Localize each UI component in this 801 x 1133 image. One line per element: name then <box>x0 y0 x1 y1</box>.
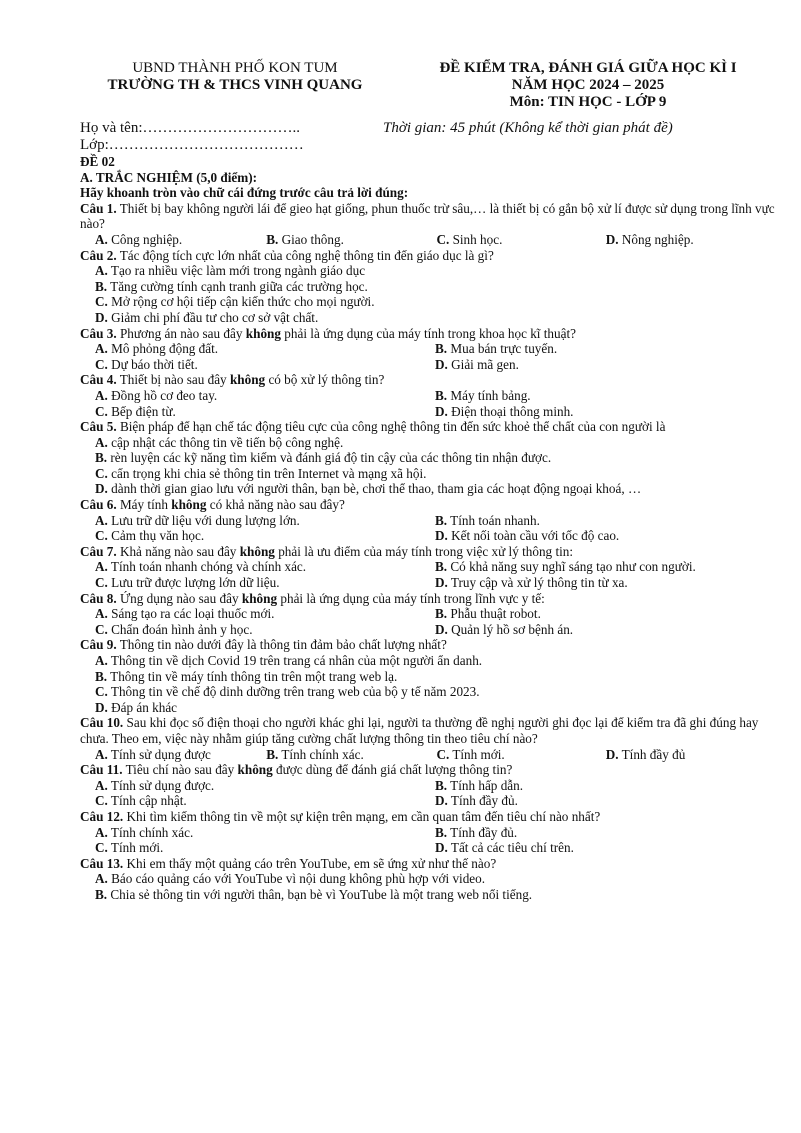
option-text: Tất cả các tiêu chí trên. <box>447 840 574 856</box>
answer-option[interactable] <box>95 341 435 357</box>
option-row <box>80 622 775 638</box>
section-instruction: Hãy khoanh tròn vào chữ cái đứng trước câu trả lời đúng: <box>80 185 409 201</box>
option-text: Dự báo thời tiết. <box>107 356 198 372</box>
answer-option[interactable] <box>95 669 397 685</box>
question-4 <box>80 372 775 388</box>
exam-title: ĐỀ KIỂM TRA, ĐÁNH GIÁ GIỮA HỌC KÌ I <box>439 60 737 76</box>
option-row <box>80 778 775 794</box>
answer-option[interactable] <box>435 528 775 544</box>
question-pre: Phương án nào sau đây <box>116 325 246 341</box>
question-bold: không <box>241 590 278 606</box>
option-letter: B. <box>435 559 448 575</box>
question-12 <box>80 809 775 825</box>
answer-option[interactable] <box>435 388 775 404</box>
option-letter: A. <box>95 653 108 668</box>
option-text: Cảm thụ văn học. <box>107 528 205 544</box>
option-text: Giải mã gen. <box>447 356 519 372</box>
option-letter: B. <box>95 668 108 684</box>
option-text: Tính đầy đủ. <box>447 793 518 809</box>
question-num: Câu 5. <box>80 419 117 435</box>
answer-option[interactable] <box>95 747 266 763</box>
option-row <box>80 700 775 716</box>
option-letter: C. <box>95 356 108 372</box>
option-text: Tính toán nhanh. <box>447 512 540 528</box>
question-post: phải là ứng dụng của máy tính trong khoa học kĩ thuật? <box>280 325 576 341</box>
question-num: Câu 6. <box>80 497 117 513</box>
answer-option[interactable] <box>95 778 435 794</box>
exam-title-block <box>398 60 778 111</box>
option-row <box>80 887 775 903</box>
answer-option[interactable] <box>95 887 532 903</box>
option-letter: D. <box>435 840 448 856</box>
option-letter: B. <box>95 278 108 294</box>
option-letter: C. <box>95 294 108 310</box>
option-text: dành thời gian giao lưu với người thân, bạn bè, chơi thể thao, tham gia các hoạt động ngoại khoá, … <box>107 481 642 497</box>
option-letter: B. <box>435 606 448 622</box>
answer-option[interactable] <box>95 232 266 248</box>
option-text: Lưu trữ dữ liệu với dung lượng lớn. <box>107 512 300 528</box>
option-letter: B. <box>95 886 108 902</box>
option-letter: C. <box>95 575 108 591</box>
student-class-line: Lớp:………………………………… <box>80 137 304 153</box>
answer-option[interactable] <box>95 575 435 591</box>
option-text: Tính sử dụng được. <box>107 777 215 793</box>
question-6 <box>80 497 775 513</box>
option-row <box>80 559 775 575</box>
option-letter: D. <box>435 356 448 372</box>
question-10 <box>80 715 775 746</box>
option-text: Mô phỏng động đất. <box>107 341 219 357</box>
option-row <box>80 528 775 544</box>
question-7 <box>80 544 775 560</box>
option-letter: D. <box>435 528 448 544</box>
option-letter: D. <box>435 575 448 591</box>
option-row <box>80 404 775 420</box>
option-row <box>80 793 775 809</box>
answer-option[interactable] <box>95 404 435 420</box>
answer-option[interactable] <box>95 528 435 544</box>
option-text: Bếp điện từ. <box>107 403 176 419</box>
option-row <box>80 357 775 373</box>
question-11 <box>80 762 775 778</box>
question-post: có khả năng nào sau đây? <box>206 497 345 513</box>
school-block <box>80 60 390 94</box>
question-bold: không <box>245 325 281 341</box>
option-text: Nông nghiệp. <box>618 231 694 247</box>
option-text: Báo cáo quảng cáo với YouTube vì nội dung không phù hợp với video. <box>107 871 486 887</box>
option-text: Tính đầy đủ. <box>447 824 518 840</box>
option-row <box>80 435 775 451</box>
option-row <box>80 310 775 326</box>
answer-option[interactable] <box>435 622 775 638</box>
answer-option[interactable] <box>95 466 426 482</box>
option-letter: A. <box>95 559 108 575</box>
city-committee: UBND THÀNH PHỐ KON TUM <box>132 60 338 76</box>
option-row <box>80 684 775 700</box>
answer-option[interactable] <box>435 840 775 856</box>
option-text: Mua bán trực tuyến. <box>447 341 558 357</box>
question-pre: Ứng dụng nào sau đây <box>116 590 242 606</box>
option-letter: C. <box>95 684 108 700</box>
answer-option[interactable] <box>435 778 775 794</box>
question-2 <box>80 248 775 264</box>
option-letter: A. <box>95 746 108 762</box>
question-pre: Thông tin nào dưới đây là thông tin đảm bảo chất lượng nhất? <box>116 637 447 653</box>
question-pre: Thiết bị nào sau đây <box>116 372 230 388</box>
answer-option[interactable] <box>95 279 368 295</box>
exam-code: ĐỀ 02 <box>80 154 115 169</box>
answer-option[interactable] <box>95 871 485 887</box>
question-3 <box>80 326 775 342</box>
option-text: Phẫu thuật robot. <box>447 606 541 622</box>
option-letter: A. <box>95 341 108 357</box>
option-letter: B. <box>435 824 448 840</box>
question-pre: Khi tìm kiếm thông tin về một sự kiện trên mạng, em cần quan tâm đến tiêu chí nào nhất? <box>123 808 601 824</box>
option-letter: B. <box>435 341 448 357</box>
option-letter: D. <box>95 309 108 325</box>
answer-option[interactable] <box>95 513 435 529</box>
option-text: Máy tính bảng. <box>447 387 531 403</box>
exam-page <box>80 60 775 903</box>
question-num: Câu 2. <box>80 247 117 263</box>
option-text: Tính toán nhanh chóng và chính xác. <box>107 559 307 575</box>
question-num: Câu 7. <box>80 543 117 559</box>
option-letter: D. <box>605 746 619 762</box>
option-text: Giảm chi phí đầu tư cho cơ sở vật chất. <box>107 309 319 325</box>
school-name-text: TRƯỜNG TH & THCS VINH QUANG <box>107 77 363 93</box>
question-bold: không <box>229 372 266 388</box>
option-row <box>80 481 775 497</box>
answer-option[interactable] <box>435 825 775 841</box>
question-9 <box>80 637 775 653</box>
question-bold: không <box>239 543 275 559</box>
answer-option[interactable] <box>95 263 365 279</box>
option-text: Chẩn đoán hình ảnh y học. <box>107 621 253 637</box>
school-year: NĂM HỌC 2024 – 2025 <box>511 77 665 93</box>
option-row <box>80 606 775 622</box>
answer-option[interactable] <box>95 653 482 669</box>
question-post: phải là ưu điểm của máy tính trong việc xử lý thông tin: <box>274 543 574 559</box>
option-row <box>80 575 775 591</box>
option-text: cập nhật các thông tin về tiến bộ công nghệ. <box>107 434 344 450</box>
answer-option[interactable] <box>95 840 435 856</box>
answer-option[interactable] <box>95 294 375 310</box>
option-row <box>80 747 775 763</box>
option-letter: D. <box>435 793 448 809</box>
answer-option[interactable] <box>606 232 775 248</box>
option-letter: A. <box>95 871 108 887</box>
option-text: Đáp án khác <box>107 699 178 715</box>
option-letter: C. <box>95 793 108 809</box>
question-num: Câu 9. <box>80 637 117 653</box>
option-row <box>80 263 775 279</box>
question-pre: Tiêu chí nào sau đây <box>122 762 238 778</box>
question-num: Câu 12. <box>80 808 124 824</box>
option-letter: A. <box>95 387 108 403</box>
option-letter: C. <box>95 465 108 481</box>
option-row <box>80 232 775 248</box>
question-list <box>80 201 775 903</box>
student-info <box>80 120 775 154</box>
option-letter: A. <box>95 606 108 622</box>
question-num: Câu 10. <box>80 715 124 731</box>
option-row <box>80 653 775 669</box>
option-row <box>80 466 775 482</box>
answer-option[interactable] <box>95 310 318 326</box>
option-text: Lưu trữ được lượng lớn dữ liệu. <box>107 575 280 591</box>
option-row <box>80 513 775 529</box>
option-text: Giao thông. <box>278 231 344 247</box>
answer-option[interactable] <box>435 793 775 809</box>
option-letter: B. <box>266 746 279 762</box>
question-pre: Khi em thấy một quảng cáo trên YouTube, em sẽ ứng xử như thế nào? <box>123 855 497 871</box>
exam-duration: Thời gian: 45 phút (Không kể thời gian phát đề) <box>383 120 673 136</box>
option-text: Sinh học. <box>449 231 503 247</box>
question-post: phải là ứng dụng của máy tính trong lĩnh vực y tế: <box>277 590 545 606</box>
option-letter: C. <box>95 528 108 544</box>
answer-option[interactable] <box>266 747 436 763</box>
answer-option[interactable] <box>95 606 435 622</box>
option-text: Tính sử dụng được <box>107 746 211 762</box>
section-title: A. TRẮC NGHIỆM (5,0 điểm): <box>80 169 258 185</box>
answer-option[interactable] <box>435 341 775 357</box>
option-letter: C. <box>95 840 108 856</box>
option-text: Tạo ra nhiều việc làm mới trong ngành giáo dục <box>107 263 366 279</box>
option-row <box>80 341 775 357</box>
option-letter: B. <box>95 450 108 466</box>
answer-option[interactable] <box>436 232 605 248</box>
question-num: Câu 4. <box>80 372 117 388</box>
question-num: Câu 8. <box>80 590 117 606</box>
option-letter: C. <box>436 746 450 762</box>
option-text: Truy cập và xử lý thông tin từ xa. <box>447 575 628 591</box>
option-text: Công nghiệp. <box>107 231 183 247</box>
answer-option[interactable] <box>95 825 435 841</box>
student-name-line: Họ và tên:………………………….. <box>80 120 300 136</box>
question-pre: Sau khi đọc số điện thoại cho người khác ghi lại, người ta thường đề nghị người ghi đọc lại để kiểm tra đã ghi đúng hay chưa. Theo em, việc này nhằm giúp tăng cường chất lượng thông tin theo tiêu chí nào? <box>80 715 759 746</box>
option-letter: A. <box>95 777 108 793</box>
option-letter: B. <box>435 512 448 528</box>
question-num: Câu 13. <box>80 855 124 871</box>
option-row <box>80 669 775 685</box>
answer-option[interactable] <box>95 388 435 404</box>
question-num: Câu 3. <box>80 325 117 341</box>
option-row <box>80 450 775 466</box>
subject-grade: Môn: TIN HỌC - LỚP 9 <box>509 94 667 110</box>
option-letter: D. <box>435 403 448 419</box>
option-text: Điện thoại thông minh. <box>447 403 574 419</box>
option-text: Có khả năng suy nghĩ sáng tạo như con người. <box>447 559 696 575</box>
option-text: Tính chính xác. <box>107 824 194 840</box>
answer-option[interactable] <box>95 559 435 575</box>
option-text: Quản lý hồ sơ bệnh án. <box>447 621 574 637</box>
answer-option[interactable] <box>435 404 775 420</box>
option-row <box>80 825 775 841</box>
answer-option[interactable] <box>95 684 480 700</box>
answer-option[interactable] <box>435 559 775 575</box>
option-text: Thông tin về dịch Covid 19 trên trang cá nhân của một người ẩn danh. <box>107 653 483 668</box>
answer-option[interactable] <box>95 481 641 497</box>
answer-option[interactable] <box>606 747 775 763</box>
question-5 <box>80 419 775 435</box>
option-text: Tính mới. <box>449 746 505 762</box>
question-bold: không <box>171 497 207 513</box>
question-post: được dùng để đánh giá chất lượng thông tin? <box>272 762 513 778</box>
exam-header <box>80 60 775 120</box>
option-text: Tính đầy đủ <box>618 746 686 762</box>
option-letter: A. <box>95 263 108 279</box>
answer-option[interactable] <box>435 606 775 622</box>
option-letter: B. <box>435 777 448 793</box>
option-letter: A. <box>95 824 108 840</box>
option-row <box>80 294 775 310</box>
option-row <box>80 279 775 295</box>
option-letter: B. <box>435 387 448 403</box>
question-pre: Máy tính <box>116 497 172 513</box>
option-letter: D. <box>435 621 448 637</box>
option-letter: D. <box>95 699 108 715</box>
option-text: Thông tin về chế độ dinh dưỡng trên trang web của bộ y tế năm 2023. <box>107 684 480 700</box>
answer-option[interactable] <box>95 450 551 466</box>
question-bold: không <box>237 762 273 778</box>
option-letter: C. <box>95 403 108 419</box>
question-num: Câu 11. <box>80 762 123 778</box>
answer-option[interactable] <box>436 747 605 763</box>
question-pre: Tác động tích cực lớn nhất của công nghệ thông tin đến giáo dục là gì? <box>116 247 494 263</box>
question-pre: Thiết bị bay không người lái để gieo hạt giống, phun thuốc trừ sâu,… là thiết bị có gắn bộ xử lí được sử dụng trong lĩnh vực nào? <box>80 200 775 232</box>
option-text: Thông tin về máy tính thông tin trên một trang web lạ. <box>107 668 398 684</box>
question-num: Câu 1. <box>80 200 117 216</box>
option-letter: D. <box>605 231 619 247</box>
school-name <box>80 77 390 94</box>
option-text: Sáng tạo ra các loại thuốc mới. <box>107 606 275 622</box>
option-text: Tính hấp dẫn. <box>447 777 524 793</box>
answer-option[interactable] <box>95 793 435 809</box>
option-text: cẩn trọng khi chia sẻ thông tin trên Internet và mạng xã hội. <box>107 465 427 481</box>
option-letter: B. <box>266 231 279 247</box>
option-letter: A. <box>95 434 108 450</box>
option-text: Tính chính xác. <box>278 746 364 762</box>
answer-option[interactable] <box>435 575 775 591</box>
option-letter: C. <box>436 231 450 247</box>
option-letter: C. <box>95 621 108 637</box>
option-text: rèn luyện các kỹ năng tìm kiếm và đánh giá độ tin cậy của các thông tin nhận được. <box>107 450 552 466</box>
option-row <box>80 840 775 856</box>
option-text: Tính mới. <box>107 840 164 856</box>
option-text: Mở rộng cơ hội tiếp cận kiến thức cho mọi người. <box>107 294 375 310</box>
answer-option[interactable] <box>435 513 775 529</box>
question-pre: Khả năng nào sau đây <box>116 543 240 559</box>
answer-option[interactable] <box>95 700 177 716</box>
answer-option[interactable] <box>266 232 436 248</box>
option-text: Tính cập nhật. <box>107 793 187 809</box>
option-row <box>80 871 775 887</box>
question-post: có bộ xử lý thông tin? <box>265 372 385 388</box>
question-13 <box>80 856 775 872</box>
option-row <box>80 388 775 404</box>
option-text: Tăng cường tính cạnh tranh giữa các trường học. <box>107 278 368 294</box>
option-text: Chia sẻ thông tin với người thân, bạn bè vì YouTube là một trang web nổi tiếng. <box>107 886 533 902</box>
answer-option[interactable] <box>95 622 435 638</box>
option-text: Kết nối toàn cầu với tốc độ cao. <box>447 528 620 544</box>
question-pre: Biện pháp để hạn chế tác động tiêu cực của công nghệ thông tin đến sức khoẻ thể chất của con người là <box>116 419 666 435</box>
question-8 <box>80 591 775 607</box>
option-text: Đồng hồ cơ đeo tay. <box>107 387 218 403</box>
option-letter: A. <box>95 512 108 528</box>
option-letter: D. <box>95 481 108 497</box>
question-1 <box>80 201 775 232</box>
option-letter: A. <box>95 231 108 247</box>
answer-option[interactable] <box>95 357 435 373</box>
answer-option[interactable] <box>95 435 343 451</box>
answer-option[interactable] <box>435 357 775 373</box>
